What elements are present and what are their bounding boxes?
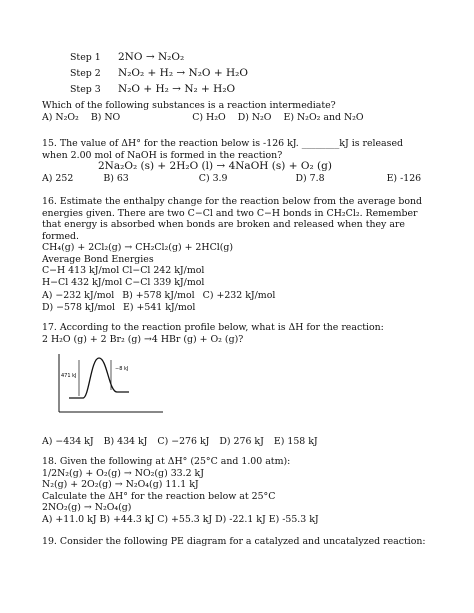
option-a[interactable]: A) −232 kJ/mol (42, 290, 115, 301)
step-equation: N₂O₂ + H₂ → N₂O + H₂O (118, 67, 248, 80)
option-a[interactable]: A) 252 (42, 172, 74, 184)
question-15 (42, 138, 462, 184)
option-e[interactable]: E) -126 (386, 172, 422, 184)
answer-options (42, 112, 462, 124)
question-17 (42, 322, 462, 345)
step-label: Step 1 (70, 52, 101, 64)
step-row (70, 82, 474, 98)
option-d[interactable]: D) 276 kJ (219, 436, 264, 447)
q16-text: that energy is absorbed when bonds are broken and released when they are (42, 219, 405, 230)
q18-data-line: 1/2N₂(g) + O₂(g) → NO₂(g) 33.2 kJ (42, 467, 204, 479)
intermediate-question (42, 100, 462, 123)
option-b[interactable]: B) 63 (103, 172, 129, 184)
question-text: Which of the following substances is a reaction intermediate? (42, 100, 336, 111)
reaction-profile-diagram (55, 350, 165, 420)
right-energy-label: −8 kJ (115, 366, 129, 372)
q18-data-line: N₂(g) + 2O₂(g) → N₂O₄(g) 11.1 kJ (42, 479, 199, 490)
q17-equation: 2 H₂O (g) + 2 Br₂ (g) →4 HBr (g) + O₂ (g)? (42, 333, 244, 345)
option-d[interactable]: D) −578 kJ/mol (42, 301, 116, 313)
q16-options (42, 290, 462, 313)
option-c[interactable]: C) +232 kJ/mol (202, 290, 276, 301)
q15-text-line2: when 2.00 mol of NaOH is formed in the reaction? (42, 149, 283, 161)
bond-energy-line: C−H 413 kJ/mol Cl−Cl 242 kJ/mol (42, 265, 205, 276)
step-label: Step 3 (70, 84, 101, 96)
bond-energy-header: Average Bond Energies (42, 253, 154, 265)
q15-text-line1: 15. The value of ΔH° for the reaction below is -126 kJ. ________kJ is released (42, 138, 404, 149)
q19-text: 19. Consider the following PE diagram for a catalyzed and uncatalyzed reaction: (42, 536, 426, 547)
option-b[interactable]: B) +578 kJ/mol (122, 290, 195, 301)
q17-options (42, 436, 462, 448)
question-19 (42, 536, 462, 548)
energy-curve (69, 358, 129, 398)
option-c[interactable]: C) 3.9 (198, 172, 228, 184)
q18-equation: 2NO₂(g) → N₂O₄(g) (42, 502, 132, 513)
q18-calc-text: Calculate the ΔH° for the reaction below at 25°C (42, 490, 276, 502)
q18-text: 18. Given the following at ΔH° (25°C and 1.00 atm): (42, 456, 291, 467)
option-e[interactable]: E) +541 kJ/mol (123, 301, 196, 313)
step-row (70, 66, 474, 82)
q16-equation: CH₄(g) + 2Cl₂(g) → CH₂Cl₂(g) + 2HCl(g) (42, 242, 234, 253)
q16-text: energies given. There are two C−Cl and two C−H bonds in CH₂Cl₂. Remember (42, 207, 418, 219)
option-a[interactable]: A) −434 kJ (42, 436, 94, 447)
step-equation: N₂O + H₂ → N₂ + H₂O (118, 83, 236, 96)
option-e[interactable]: E) 158 kJ (273, 436, 318, 447)
q17-text: 17. According to the reaction profile below, what is ΔH for the reaction: (42, 322, 384, 333)
option-a[interactable]: A) N₂O₂ (42, 111, 79, 123)
option-d[interactable]: D) N₂O (237, 111, 272, 123)
option-b[interactable]: B) 434 kJ (103, 436, 148, 447)
q16-text: 16. Estimate the enthalpy change for the reaction below from the average bond (42, 196, 423, 207)
question-18 (42, 456, 462, 525)
option-d[interactable]: D) 7.8 (295, 172, 325, 184)
q15-equation: 2Na₂O₂ (s) + 2H₂O (l) → 4NaOH (s) + O₂ (g) (98, 160, 332, 172)
q16-text: formed. (42, 230, 80, 242)
left-energy-label: 471 kJ (61, 373, 77, 379)
step-label: Step 2 (70, 68, 101, 80)
option-c[interactable]: C) −276 kJ (157, 436, 210, 447)
q15-options (42, 173, 462, 185)
q18-options[interactable]: A) +11.0 kJ B) +44.3 kJ C) +55.3 kJ D) -22.1 kJ E) -55.3 kJ (42, 513, 319, 525)
bond-energy-line: H−Cl 432 kJ/mol C−Cl 339 kJ/mol (42, 276, 205, 288)
step-row (70, 50, 474, 66)
option-c[interactable]: C) H₂O (192, 111, 226, 123)
mechanism-steps (70, 50, 474, 98)
option-e[interactable]: E) N₂O₂ and N₂O (283, 111, 364, 123)
question-16 (42, 196, 462, 288)
option-b[interactable]: B) NO (90, 111, 121, 123)
step-equation: 2NO → N₂O₂ (118, 51, 185, 64)
